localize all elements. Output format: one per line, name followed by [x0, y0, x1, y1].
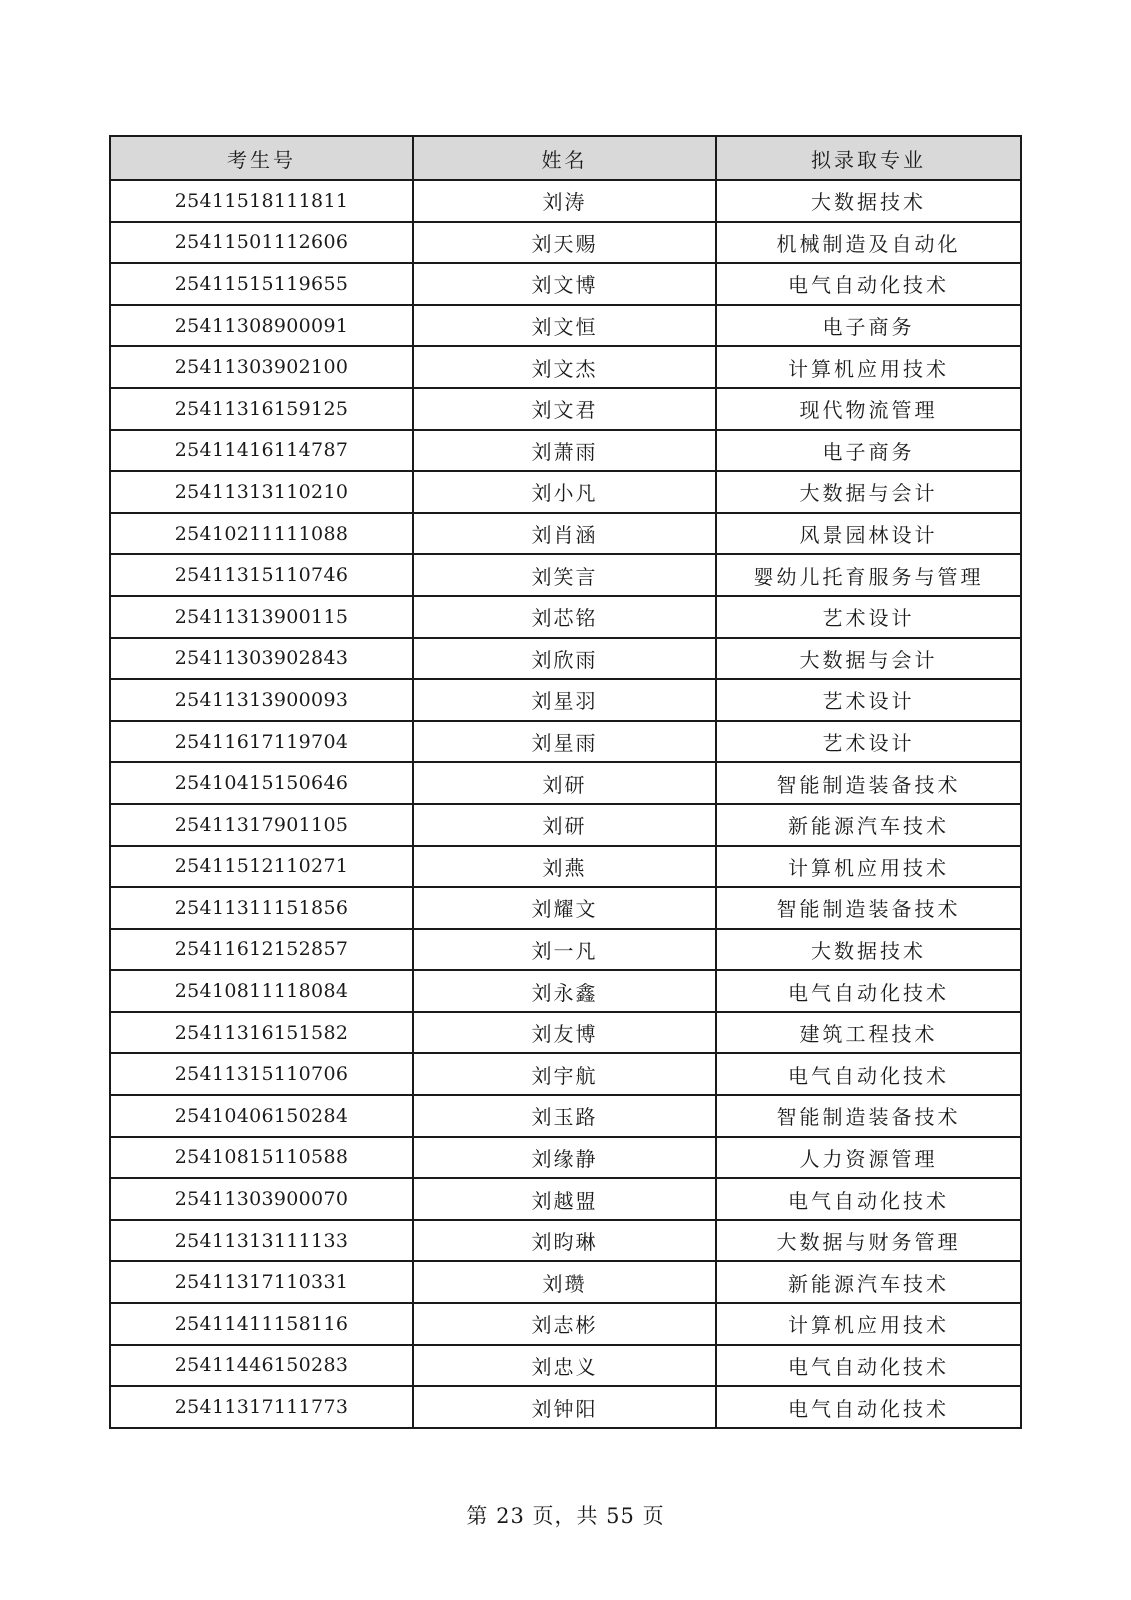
exam-id-cell: 25411317110331 [110, 1261, 413, 1303]
table-row [110, 305, 1021, 347]
major-cell: 婴幼儿托育服务与管理 [716, 554, 1021, 596]
major-cell: 人力资源管理 [716, 1137, 1021, 1179]
exam-id-cell: 25411316159125 [110, 388, 413, 430]
major-cell: 艺术设计 [716, 596, 1021, 638]
table-row [110, 679, 1021, 721]
major-cell: 电气自动化技术 [716, 1053, 1021, 1095]
major-cell: 大数据与财务管理 [716, 1220, 1021, 1262]
table-row [110, 1095, 1021, 1137]
exam-id-cell: 25410815110588 [110, 1137, 413, 1179]
name-cell: 刘笑言 [413, 554, 716, 596]
exam-id-cell: 25411313900115 [110, 596, 413, 638]
exam-id-cell: 25411411158116 [110, 1303, 413, 1345]
name-cell: 刘研 [413, 804, 716, 846]
exam-id-cell: 25410406150284 [110, 1095, 413, 1137]
exam-id-cell: 25410211111088 [110, 513, 413, 555]
name-cell: 刘玉路 [413, 1095, 716, 1137]
table-row [110, 638, 1021, 680]
table-row [110, 388, 1021, 430]
major-cell: 电子商务 [716, 430, 1021, 472]
table-row [110, 1386, 1021, 1428]
name-cell: 刘燕 [413, 846, 716, 888]
exam-id-cell: 25411303902843 [110, 638, 413, 680]
major-cell: 计算机应用技术 [716, 346, 1021, 388]
major-cell: 电气自动化技术 [716, 263, 1021, 305]
name-cell: 刘天赐 [413, 222, 716, 264]
name-cell: 刘昀琳 [413, 1220, 716, 1262]
name-cell: 刘芯铭 [413, 596, 716, 638]
name-cell: 刘耀文 [413, 887, 716, 929]
table-row [110, 1012, 1021, 1054]
page-number-label: 第 23 页，共 55 页 [466, 1504, 665, 1528]
major-cell: 电气自动化技术 [716, 1178, 1021, 1220]
major-cell: 大数据技术 [716, 929, 1021, 971]
name-cell: 刘友博 [413, 1012, 716, 1054]
name-cell: 刘星羽 [413, 679, 716, 721]
exam-id-cell: 25410811118084 [110, 970, 413, 1012]
major-cell: 智能制造装备技术 [716, 762, 1021, 804]
name-cell: 刘欣雨 [413, 638, 716, 680]
exam-id-cell: 25411303902100 [110, 346, 413, 388]
exam-id-cell: 25411446150283 [110, 1345, 413, 1387]
header-name: 姓名 [413, 136, 716, 180]
major-cell: 电子商务 [716, 305, 1021, 347]
major-cell: 计算机应用技术 [716, 1303, 1021, 1345]
table-row [110, 222, 1021, 264]
table-row [110, 430, 1021, 472]
table-row [110, 263, 1021, 305]
exam-id-cell: 25411501112606 [110, 222, 413, 264]
name-cell: 刘小凡 [413, 471, 716, 513]
exam-id-cell: 25411512110271 [110, 846, 413, 888]
exam-id-cell: 25411311151856 [110, 887, 413, 929]
name-cell: 刘缘静 [413, 1137, 716, 1179]
exam-id-cell: 25411317901105 [110, 804, 413, 846]
table-row [110, 846, 1021, 888]
table-row [110, 1053, 1021, 1095]
table-row [110, 1345, 1021, 1387]
exam-id-cell: 25411313900093 [110, 679, 413, 721]
major-cell: 电气自动化技术 [716, 1345, 1021, 1387]
exam-id-cell: 25411315110746 [110, 554, 413, 596]
major-cell: 电气自动化技术 [716, 1386, 1021, 1428]
name-cell: 刘萧雨 [413, 430, 716, 472]
exam-id-cell: 25410415150646 [110, 762, 413, 804]
name-cell: 刘越盟 [413, 1178, 716, 1220]
major-cell: 新能源汽车技术 [716, 1261, 1021, 1303]
table-row [110, 513, 1021, 555]
table-row [110, 721, 1021, 763]
exam-id-cell: 25411303900070 [110, 1178, 413, 1220]
table-row [110, 762, 1021, 804]
table-row [110, 346, 1021, 388]
major-cell: 大数据与会计 [716, 471, 1021, 513]
name-cell: 刘志彬 [413, 1303, 716, 1345]
header-major: 拟录取专业 [716, 136, 1021, 180]
major-cell: 智能制造装备技术 [716, 887, 1021, 929]
major-cell: 艺术设计 [716, 679, 1021, 721]
major-cell: 智能制造装备技术 [716, 1095, 1021, 1137]
name-cell: 刘一凡 [413, 929, 716, 971]
table-row [110, 1220, 1021, 1262]
exam-id-cell: 25411612152857 [110, 929, 413, 971]
name-cell: 刘文君 [413, 388, 716, 430]
table-row [110, 1303, 1021, 1345]
exam-id-cell: 25411515119655 [110, 263, 413, 305]
major-cell: 风景园林设计 [716, 513, 1021, 555]
major-cell: 建筑工程技术 [716, 1012, 1021, 1054]
table-header [110, 136, 1021, 180]
name-cell: 刘钟阳 [413, 1386, 716, 1428]
major-cell: 新能源汽车技术 [716, 804, 1021, 846]
table-body [110, 180, 1021, 1428]
name-cell: 刘星雨 [413, 721, 716, 763]
name-cell: 刘涛 [413, 180, 716, 222]
exam-id-cell: 25411518111811 [110, 180, 413, 222]
name-cell: 刘研 [413, 762, 716, 804]
major-cell: 现代物流管理 [716, 388, 1021, 430]
exam-id-cell: 25411308900091 [110, 305, 413, 347]
exam-id-cell: 25411416114787 [110, 430, 413, 472]
table-row [110, 929, 1021, 971]
table-row [110, 1261, 1021, 1303]
table-row [110, 180, 1021, 222]
name-cell: 刘文杰 [413, 346, 716, 388]
table-row [110, 804, 1021, 846]
major-cell: 机械制造及自动化 [716, 222, 1021, 264]
name-cell: 刘文博 [413, 263, 716, 305]
name-cell: 刘宇航 [413, 1053, 716, 1095]
major-cell: 计算机应用技术 [716, 846, 1021, 888]
table-row [110, 554, 1021, 596]
admission-table [109, 135, 1022, 1429]
name-cell: 刘文恒 [413, 305, 716, 347]
table-row [110, 970, 1021, 1012]
exam-id-cell: 25411315110706 [110, 1053, 413, 1095]
exam-id-cell: 25411316151582 [110, 1012, 413, 1054]
header-exam-id: 考生号 [110, 136, 413, 180]
major-cell: 艺术设计 [716, 721, 1021, 763]
exam-id-cell: 25411617119704 [110, 721, 413, 763]
major-cell: 大数据与会计 [716, 638, 1021, 680]
exam-id-cell: 25411313111133 [110, 1220, 413, 1262]
page-footer [0, 1500, 1131, 1530]
name-cell: 刘肖涵 [413, 513, 716, 555]
name-cell: 刘忠义 [413, 1345, 716, 1387]
table-row [110, 887, 1021, 929]
major-cell: 电气自动化技术 [716, 970, 1021, 1012]
table-row [110, 596, 1021, 638]
table-row [110, 1137, 1021, 1179]
table-row [110, 1178, 1021, 1220]
name-cell: 刘永鑫 [413, 970, 716, 1012]
exam-id-cell: 25411317111773 [110, 1386, 413, 1428]
major-cell: 大数据技术 [716, 180, 1021, 222]
header-row [110, 136, 1021, 180]
name-cell: 刘瓒 [413, 1261, 716, 1303]
table-row [110, 471, 1021, 513]
exam-id-cell: 25411313110210 [110, 471, 413, 513]
